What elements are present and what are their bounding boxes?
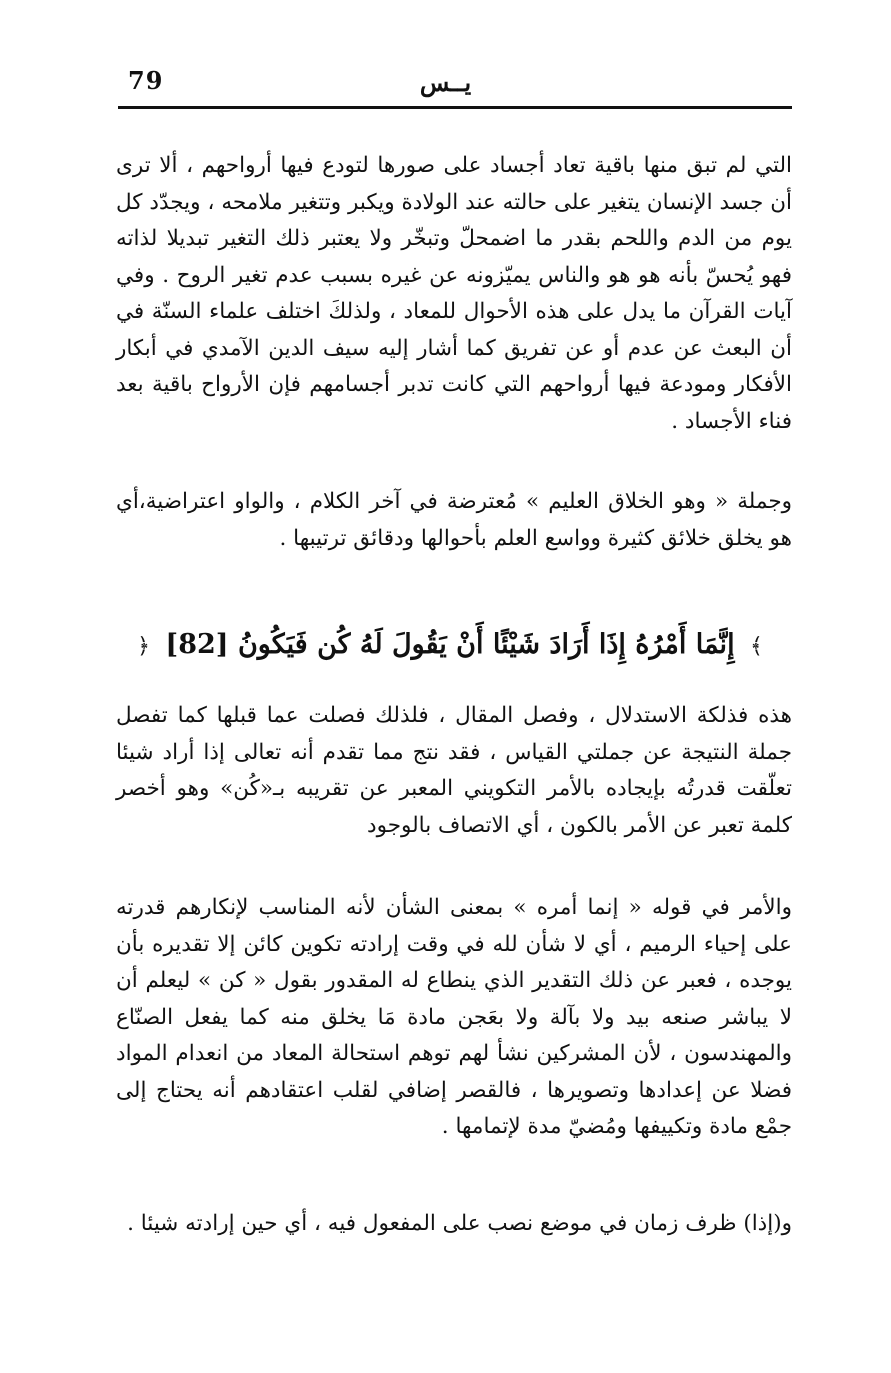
paragraph-text: و(إذا) ظرف زمان في موضع نصب على المفعول فيه ، أي حين إرادته شيئا . — [127, 1211, 792, 1236]
paragraph-commentary — [116, 698, 792, 844]
paragraph-text: التي لم تبق منها باقية تعاد أجساد على صورها لتودع فيها أرواحهم ، ألا ترى أن جسد الإنسان يتغير على حالته عند الولادة ويكبر وتتغير ملامحه ، ويجدّد كل يوم من الدم واللحم بقدر ما اضمحلّ وتبخّر ولا يعتبر ذلك التغير تبديلا لذاته فهو يُحسّ بأنه هو هو والناس يميّزونه عن غيره بسبب عدم تغير الروح . وفي آيات القرآن ما يدل على هذه الأحوال للمعاد ، ولذلكَ اختلف علماء السنّة في أن البعث عن عدم أو عن تفريق كما أشار إليه سيف الدين الآمدي في أبكار الأفكار ومودعة فيها أرواحهم التي كانت تدبر أجسامهم فإن الأرواح باقية بعد فناء الأجساد . — [116, 153, 792, 434]
verse-text: إِنَّمَا أَمْرُهُ إِذَا أَرَادَ شَيْئًا أَنْ يَقُولَ لَهُ كُن فَيَكُونُ — [237, 629, 735, 660]
paragraph-text: والأمر في قوله « إنما أمره » بمعنى الشأن لأنه المناسب لإنكارهم قدرته على إحياء الرميم ، أي لا شأن لله في وقت إرادته تكوين كائن إلا تقديره بأن يوجده ، فعبر عن ذلك التقدير الذي ينطاع له المقدور بقول « كن » ليعلم أن لا يباشر صنعه بيد ولا بآلة ولا بعَجن مادة مَا يخلق منه كما يفعل الصنّاع والمهندسون ، لأن المشركين نشأ لهم توهم استحالة المعاد من انعدام المواد فضلا عن إعدادها وتصويرها ، فالقصر إضافي لقلب اعتقادهم أنه يحتاج إلى جمْع مادة وتكييفها ومُضيّ مدة لإتمامها . — [116, 895, 792, 1139]
verse-number: [82] — [165, 629, 229, 660]
header-rule — [118, 106, 792, 109]
verse-open-bracket: ﴿ — [137, 634, 150, 659]
paragraph-commentary — [116, 890, 792, 1146]
paragraph-continuation — [116, 148, 792, 440]
paragraph-parenthetical — [116, 484, 792, 557]
paragraph-commentary — [116, 1206, 792, 1243]
verse-close-bracket: ﴾ — [749, 634, 763, 659]
page-number: 79 — [128, 66, 164, 95]
paragraph-text: وجملة « وهو الخلاق العليم » مُعترضة في آخر الكلام ، والواو اعتراضية،أي هو يخلق خلائق كثيرة وواسع العلم بأحوالها ودقائق ترتيبها . — [116, 489, 792, 551]
running-title: يــس — [419, 68, 472, 97]
paragraph-text: هذه فذلكة الاستدلال ، وفصل المقال ، فلذلك فصلت عما قبلها كما تفصل جملة النتيجة عن جملتي القياس ، فقد نتج مما تقدم أنه تعالى إذا أراد شيئا تعلّقت قدرتُه بإيجاده بالأمر التكويني المعبر عن تقريبه بـ«كُن» وهو أخصر كلمة تعبر عن الأمر بالكون ، أي الاتصاف بالوجود — [116, 703, 792, 838]
quran-verse — [100, 620, 800, 672]
